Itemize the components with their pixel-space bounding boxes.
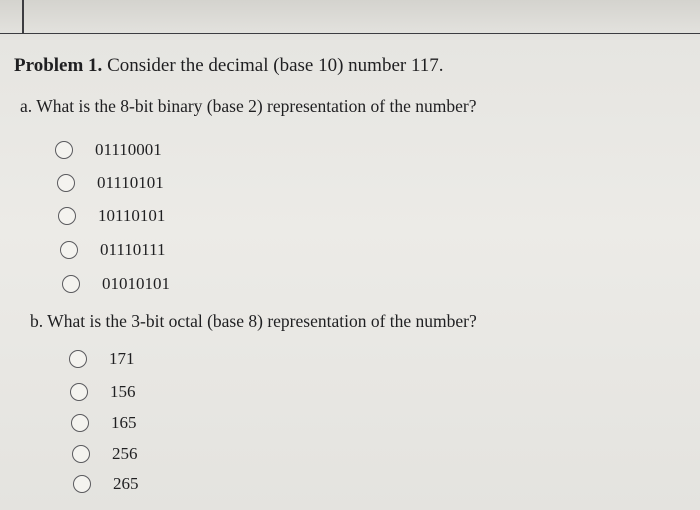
question-a: a. What is the 8-bit binary (base 2) representation of the number?	[20, 96, 477, 116]
option-label: 156	[110, 382, 136, 401]
option-a-4[interactable]	[60, 240, 165, 260]
radio-button[interactable]	[69, 350, 87, 368]
radio-button[interactable]	[70, 383, 88, 401]
option-a-2[interactable]	[57, 173, 164, 193]
option-b-2[interactable]	[70, 382, 136, 402]
radio-button[interactable]	[57, 174, 75, 192]
option-label: 01110101	[97, 173, 164, 192]
option-label: 165	[111, 413, 137, 432]
option-b-1[interactable]	[69, 349, 135, 369]
radio-button[interactable]	[71, 414, 89, 432]
problem-statement: Consider the decimal (base 10) number 117.	[107, 55, 444, 76]
option-label: 01010101	[102, 274, 170, 293]
radio-button[interactable]	[72, 445, 90, 463]
option-label: 01110001	[95, 140, 162, 159]
option-label: 171	[109, 349, 135, 368]
problem-header	[14, 55, 444, 77]
problem-label: Problem 1.	[14, 55, 103, 76]
radio-button[interactable]	[60, 241, 78, 259]
option-a-1[interactable]	[55, 140, 162, 160]
option-b-3[interactable]	[71, 413, 137, 433]
option-label: 10110101	[98, 206, 166, 225]
option-a-3[interactable]	[58, 206, 165, 226]
frame-divider	[22, 0, 24, 33]
option-label: 256	[112, 444, 138, 463]
radio-button[interactable]	[58, 207, 76, 225]
option-label: 265	[113, 474, 139, 493]
question-b: b. What is the 3-bit octal (base 8) representation of the number?	[30, 311, 477, 331]
radio-button[interactable]	[62, 275, 80, 293]
option-a-5[interactable]	[62, 274, 170, 294]
option-b-4[interactable]	[72, 444, 138, 464]
option-b-5[interactable]	[73, 474, 139, 494]
top-frame	[0, 0, 700, 34]
radio-button[interactable]	[73, 475, 91, 493]
radio-button[interactable]	[55, 141, 73, 159]
option-label: 01110111	[100, 240, 166, 259]
